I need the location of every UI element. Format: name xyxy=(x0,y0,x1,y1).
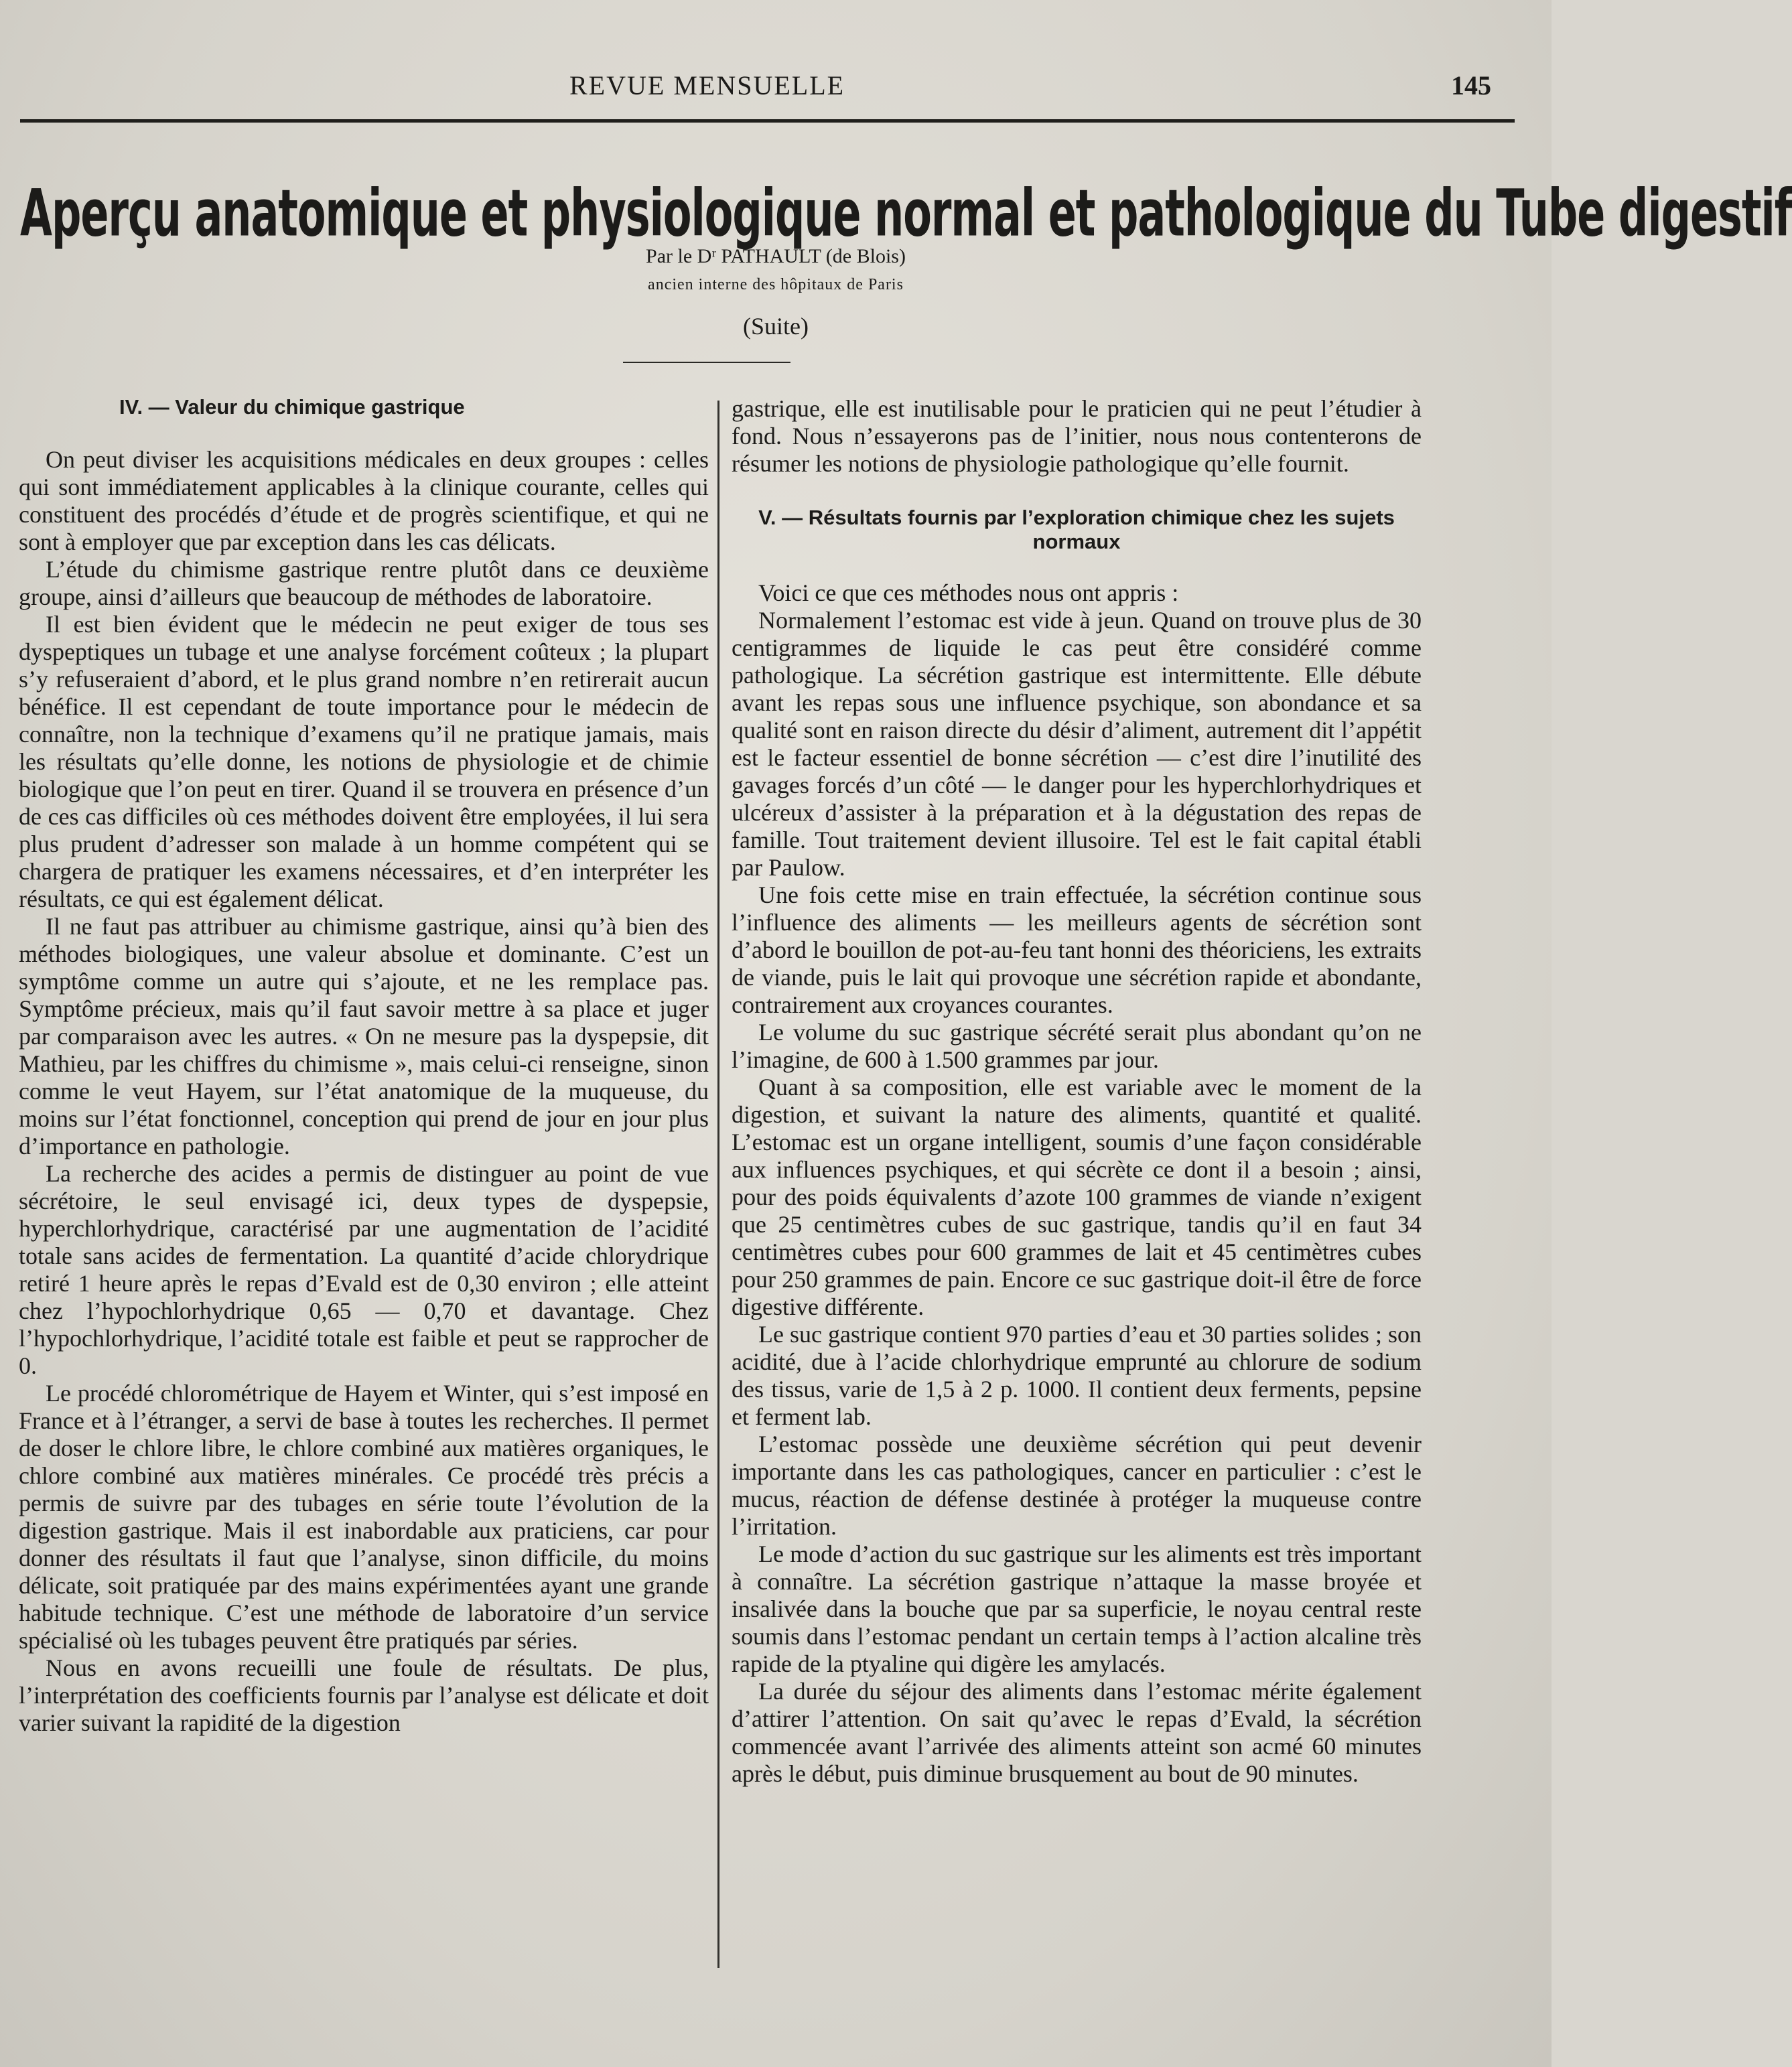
paragraph: L’étude du chimisme gastrique rentre plutôt dans ce deuxième groupe, ainsi d’ailleurs que beaucoup de méthodes de laboratoire. xyxy=(19,556,709,610)
author-byline: Par le Dʳ PATHAULT (de Blois) xyxy=(646,245,906,267)
continued-paragraph: gastrique, elle est inutilisable pour le praticien qui ne peut l’étudier à fond. Nous n’essayerons pas de l’initier, nous nous contenterons de résumer les notions de physiologie pathologique qu’elle fournit. xyxy=(732,395,1422,477)
paragraph: On peut diviser les acquisitions médicales en deux groupes : celles qui sont immédiatement applicables à la clinique courante, celles qui constituent des procédés d’étude et de progrès scientifique, et qui ne sont à employer que par exception dans les cas délicats. xyxy=(19,446,709,555)
paragraph: La recherche des acides a permis de distinguer au point de vue sécrétoire, le seul envisagé ici, deux types de dyspepsie, hyperchlorhydrique, caractérisé par une augmentation de l’acidité totale sans acides de fermentation. La quantité d’acide chlorydrique retiré 1 heure après le repas d’Evald est de 0,30 environ ; elle atteint chez l’hypochlorhydrique 0,65 — 0,70 et davantage. Chez l’hypochlorhydrique, l’acidité totale est faible et peut se rapprocher de 0. xyxy=(19,1160,709,1379)
section-iv-heading: IV. — Valeur du chimique gastrique xyxy=(119,395,465,419)
header-rule xyxy=(20,119,1515,123)
author-affiliation: ancien interne des hôpitaux de Paris xyxy=(648,276,904,293)
paragraph: Quant à sa composition, elle est variable avec le moment de la digestion, et suivant la nature des aliments, quantité et qualité. L’estomac est un organe intelligent, soumis d’une façon considérable aux influences psychiques, et qui sécrète ce dont il a besoin ; ainsi, pour des poids équivalents d’azote 100 grammes de viande n’exigent que 25 centimètres cubes de suc gastrique, tandis qu’il en faut 34 centimètres cubes pour 600 grammes de lait et 45 centimètres cubes pour 250 grammes de pain. Encore ce suc gastrique doit-il être de force digestive différente. xyxy=(732,1074,1422,1320)
paragraph: Le procédé chlorométrique de Hayem et Winter, qui s’est imposé en France et à l’étranger, a servi de base à toutes les recherches. Il permet de doser le chlore libre, le chlore combiné aux matières organiques, le chlore combiné aux matières minérales. Ce procédé très précis a permis de suivre par des tubages en série toute l’évolution de la digestion gastrique. Mais il est inabordable aux praticiens, car pour donner des résultats il faut que l’analyse, sinon difficile, du moins délicate, soit pratiquée par des mains expérimentées ayant une grande habitude technique. C’est une méthode de laboratoire d’un service spécialisé où les tubages peuvent être pratiqués par séries. xyxy=(19,1380,709,1654)
journal-name: REVUE MENSUELLE xyxy=(569,70,845,100)
paragraph: La durée du séjour des aliments dans l’estomac mérite également d’attirer l’attention. On sait qu’avec le repas d’Evald, la sécrétion commencée avant l’arrivée des aliments atteint son acmé 60 minutes après le début, puis diminue brusquement au bout de 90 minutes. xyxy=(732,1678,1422,1787)
title-rule xyxy=(623,362,790,363)
section-v-heading: V. — Résultats fournis par l’exploration chimique chez les sujets normaux xyxy=(758,506,1395,553)
paragraph: L’estomac possède une deuxième sécrétion qui peut devenir importante dans les cas pathologiques, cancer en particulier : c’est le mucus, réaction de défense destinée à protéger la muqueuse contre l’irritation. xyxy=(732,1431,1422,1540)
paragraph: Voici ce que ces méthodes nous ont appris : xyxy=(758,579,1179,606)
paragraph: Le mode d’action du suc gastrique sur les aliments est très important à connaître. La sécrétion gastrique n’attaque la masse broyée et insalivée dans la bouche que par sa superficie, le noyau central reste soumis dans l’estomac pendant un certain temps à l’action alcaline très rapide de la ptyaline qui digère les amylacés. xyxy=(732,1541,1422,1677)
right-column xyxy=(732,395,1422,2003)
paragraph: Une fois cette mise en train effectuée, la sécrétion continue sous l’influence des aliments — les meilleurs agents de sécrétion sont d’abord le bouillon de pot-au-feu tant honni des théoriciens, les extraits de viande, puis le lait qui provoque une sécrétion rapide et abondante, contrairement aux croyances courantes. xyxy=(732,881,1422,1018)
running-head xyxy=(20,70,1511,110)
column-divider xyxy=(717,401,719,1968)
paragraph: Normalement l’estomac est vide à jeun. Quand on trouve plus de 30 centigrammes de liquide le cas peut être considéré comme pathologique. La sécrétion gastrique est intermittente. Elle débute avant les repas sous une influence psychique, son abondance et sa qualité sont en raison directe du désir d’aliment, autrement dit l’appétit est le facteur essentiel de bonne sécrétion — c’est dire l’inutilité des gavages forcés d’un côté — le danger pour les hyperchlorhydriques et ulcéreux d’assister à la préparation et à la dégustation des repas de famille. Tout traitement devient illusoire. Tel est le fait capital établi par Paulow. xyxy=(732,607,1422,881)
page-number: 145 xyxy=(1451,70,1491,100)
left-column xyxy=(19,395,709,2003)
paragraph: Nous en avons recueilli une foule de résultats. De plus, l’interprétation des coefficients fournis par l’analyse est délicate et doit varier suivant la rapidité de la digestion xyxy=(19,1654,709,1736)
continuation-label: (Suite) xyxy=(743,313,809,340)
paragraph: Le suc gastrique contient 970 parties d’eau et 30 parties solides ; son acidité, due à l’acide chlorhydrique emprunté au chlorure de sodium des tissus, varie de 1,5 à 2 p. 1000. Il contient deux ferments, pepsine et ferment lab. xyxy=(732,1321,1422,1430)
paragraph: Il est bien évident que le médecin ne peut exiger de tous ses dyspeptiques un tubage et une analyse forcément coûteux ; la plupart s’y refuseraient d’abord, et le plus grand nombre n’en retirerait aucun bénéfice. Il est cependant de toute importance pour le médecin de connaître, non la technique d’examens qu’il ne pratique jamais, mais les résultats qu’elle donne, les notions de physiologie et de chimie biologique que l’on peut en tirer. Quand il se trouvera en présence d’un de ces cas difficiles où ces méthodes doivent être employées, il lui sera plus prudent d’adresser son malade à un homme compétent qui se chargera de pratiquer les examens nécessaires, et d’en interpréter les résultats, ce qui est également délicat. xyxy=(19,611,709,912)
paragraph: Le volume du suc gastrique sécrété serait plus abondant qu’on ne l’imagine, de 600 à 1.500 grammes par jour. xyxy=(732,1019,1422,1073)
paragraph: Il ne faut pas attribuer au chimisme gastrique, ainsi qu’à bien des méthodes biologiques, une valeur absolue et dominante. C’est un symptôme comme un autre qui s’ajoute, et ne les remplace pas. Symptôme précieux, mais qu’il faut savoir mettre à sa place et juger par comparaison avec les autres. « On ne mesure pas la dyspepsie, dit Mathieu, par les chiffres du chimisme », mais celui-ci renseigne, sinon comme le veut Hayem, sur l’état anatomique de la muqueuse, du moins sur l’état fonctionnel, conception qui prend de jour en jour plus d’importance en pathologie. xyxy=(19,913,709,1159)
article-title: Aperçu anatomique et physiologique normal et pathologique du Tube digestif xyxy=(20,175,1792,251)
